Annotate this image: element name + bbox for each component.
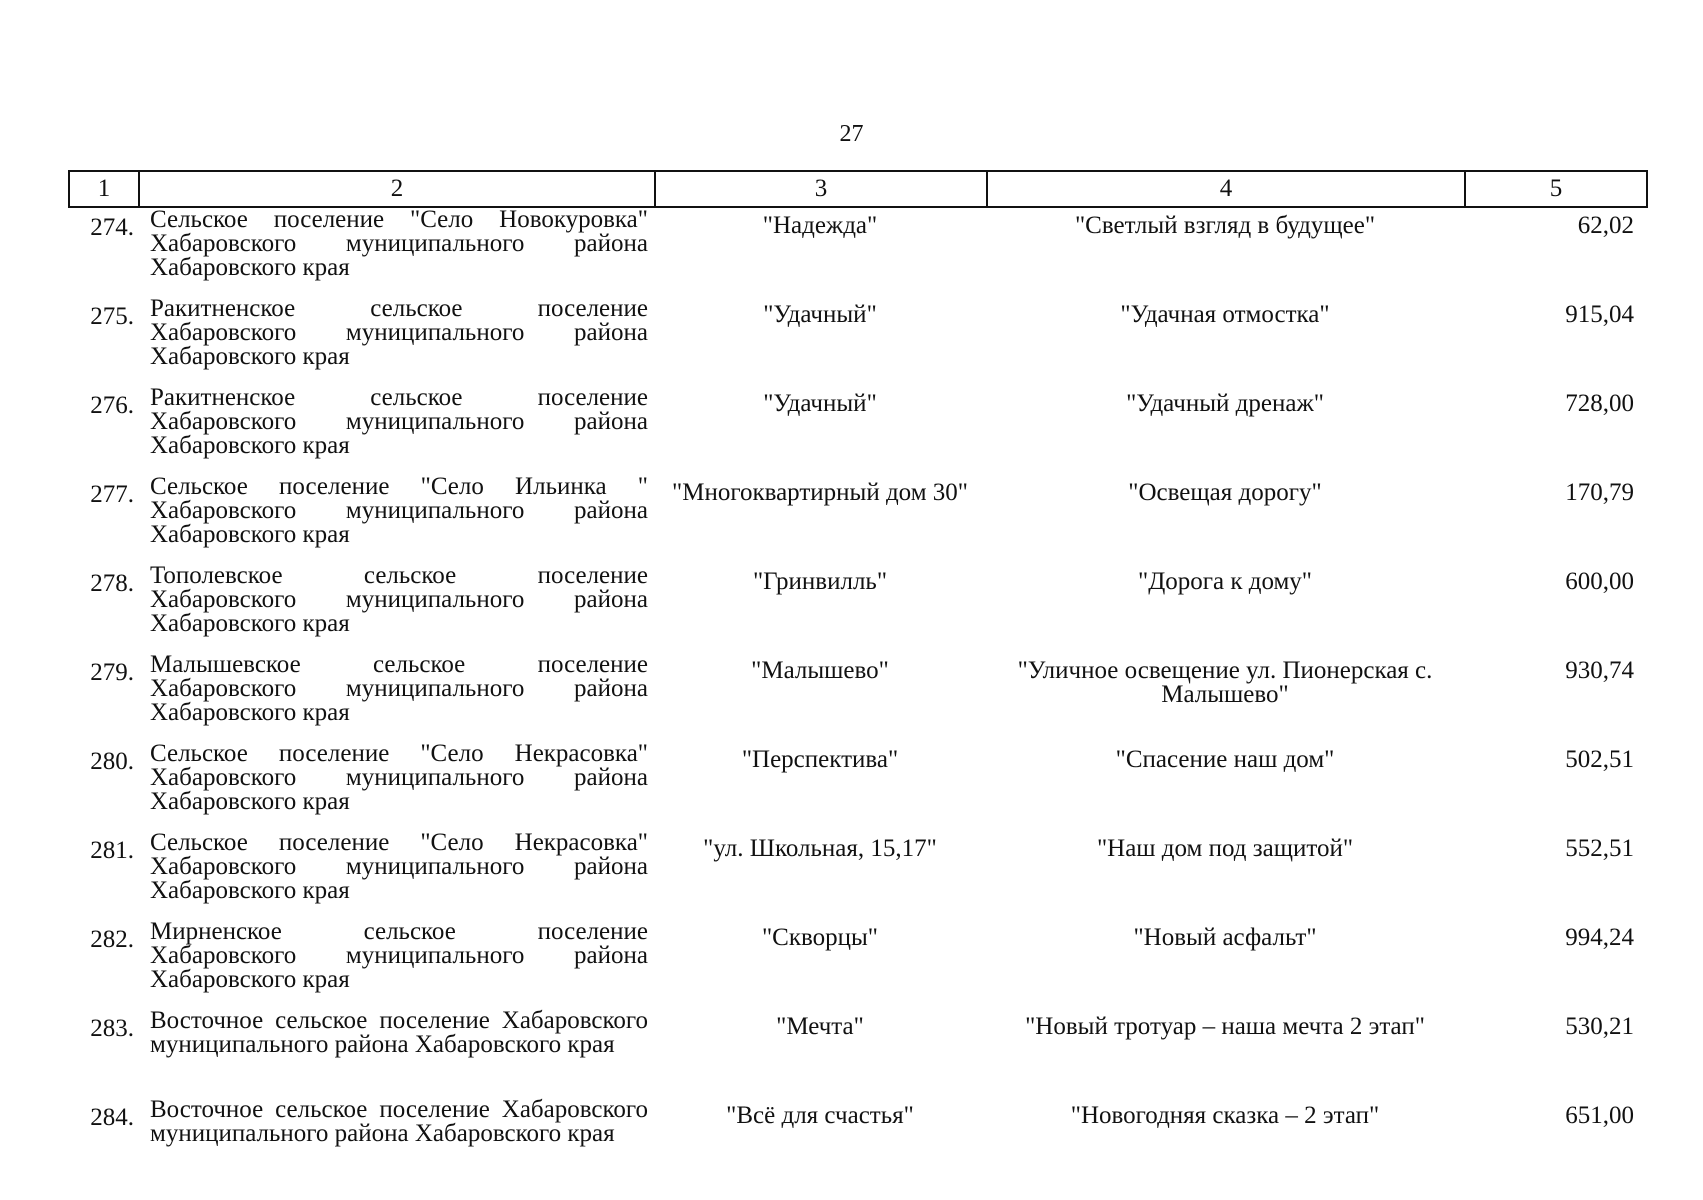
project-name: "Новый тротуар – наша мечта 2 этап" bbox=[1025, 1013, 1425, 1040]
amount: 502,51 bbox=[1565, 746, 1634, 773]
amount: 530,21 bbox=[1565, 1013, 1634, 1040]
amount: 62,02 bbox=[1577, 212, 1634, 239]
amount: 651,00 bbox=[1565, 1102, 1634, 1129]
row-number: 274. bbox=[90, 214, 134, 241]
amount: 915,04 bbox=[1565, 301, 1634, 328]
table-row bbox=[68, 1098, 1646, 1187]
amount: 600,00 bbox=[1565, 568, 1634, 595]
table-header bbox=[68, 170, 1648, 208]
project-name: "Наш дом под защитой" bbox=[1096, 835, 1354, 862]
header-col-4: 4 bbox=[987, 171, 1465, 207]
table-row bbox=[68, 920, 1646, 1009]
settlement-name: Сельское поселение "Село Новокуровка" Хабаровского муниципального района Хабаровского края bbox=[150, 206, 648, 281]
project-name: "Освещая дорогу" bbox=[1128, 479, 1322, 506]
amount: 552,51 bbox=[1565, 835, 1634, 862]
amount: 170,79 bbox=[1565, 479, 1634, 506]
settlement-name: Восточное сельское поселение Хабаровского муниципального района Хабаровского края bbox=[150, 1007, 648, 1058]
table-row bbox=[68, 831, 1646, 920]
row-number: 275. bbox=[90, 303, 134, 330]
header-col-3: 3 bbox=[655, 171, 987, 207]
project-name: "Новый асфальт" bbox=[1133, 924, 1317, 951]
header-col-1: 1 bbox=[69, 171, 139, 207]
project-name: "Спасение наш дом" bbox=[1115, 746, 1335, 773]
header-col-5: 5 bbox=[1465, 171, 1647, 207]
initiator-group: "Многоквартирный дом 30" bbox=[672, 479, 968, 506]
initiator-group: "Удачный" bbox=[763, 390, 877, 417]
project-name: "Новогодняя сказка – 2 этап" bbox=[1070, 1102, 1380, 1129]
page-number: 27 bbox=[839, 121, 864, 147]
row-number: 280. bbox=[90, 748, 134, 775]
table-row bbox=[68, 386, 1646, 475]
initiator-group: "ул. Школьная, 15,17" bbox=[703, 835, 937, 862]
settlement-name: Сельское поселение "Село Некрасовка" Хабаровского муниципального района Хабаровского края bbox=[150, 740, 648, 815]
project-name: "Светлый взгляд в будущее" bbox=[1074, 212, 1376, 239]
row-number: 283. bbox=[90, 1015, 134, 1042]
settlement-name: Сельское поселение "Село Некрасовка" Хабаровского муниципального района Хабаровского края bbox=[150, 829, 648, 904]
initiator-group: "Мечта" bbox=[776, 1013, 864, 1040]
initiator-group: "Скворцы" bbox=[761, 924, 879, 951]
amount: 930,74 bbox=[1565, 657, 1634, 684]
row-number: 284. bbox=[90, 1104, 134, 1131]
table-row bbox=[68, 653, 1646, 742]
settlement-name: Тополевское сельское поселение Хабаровского муниципального района Хабаровского края bbox=[150, 562, 648, 637]
header-col-2: 2 bbox=[139, 171, 655, 207]
header-row bbox=[69, 171, 1647, 207]
initiator-group: "Гринвилль" bbox=[752, 568, 888, 595]
project-name: "Дорога к дому" bbox=[1137, 568, 1313, 595]
settlement-name: Сельское поселение "Село Ильинка " Хабаровского муниципального района Хабаровского края bbox=[150, 473, 648, 548]
data-table bbox=[68, 208, 1646, 1187]
settlement-name: Ракитненское сельское поселение Хабаровского муниципального района Хабаровского края bbox=[150, 384, 648, 459]
row-number: 281. bbox=[90, 837, 134, 864]
table-row bbox=[68, 297, 1646, 386]
project-name: "Уличное освещение ул. Пионерская с. Малышево" bbox=[1017, 657, 1433, 708]
project-name: "Удачный дренаж" bbox=[1126, 390, 1324, 417]
settlement-name: Малышевское сельское поселение Хабаровского муниципального района Хабаровского края bbox=[150, 651, 648, 726]
row-number: 282. bbox=[90, 926, 134, 953]
initiator-group: "Перспектива" bbox=[741, 746, 899, 773]
row-number: 276. bbox=[90, 392, 134, 419]
initiator-group: "Надежда" bbox=[762, 212, 878, 239]
project-name: "Удачная отмостка" bbox=[1120, 301, 1330, 328]
row-number: 277. bbox=[90, 481, 134, 508]
amount: 994,24 bbox=[1565, 924, 1634, 951]
settlement-name: Ракитненское сельское поселение Хабаровского муниципального района Хабаровского края bbox=[150, 295, 648, 370]
initiator-group: "Всё для счастья" bbox=[726, 1102, 914, 1129]
table-row bbox=[68, 564, 1646, 653]
table-row bbox=[68, 208, 1646, 297]
settlement-name: Восточное сельское поселение Хабаровского муниципального района Хабаровского края bbox=[150, 1096, 648, 1147]
table-row bbox=[68, 475, 1646, 564]
row-number: 278. bbox=[90, 570, 134, 597]
initiator-group: "Малышево" bbox=[751, 657, 889, 684]
settlement-name: Мирненское сельское поселение Хабаровского муниципального района Хабаровского края bbox=[150, 918, 648, 993]
table-row bbox=[68, 1009, 1646, 1098]
row-number: 279. bbox=[90, 659, 134, 686]
initiator-group: "Удачный" bbox=[763, 301, 877, 328]
table-row bbox=[68, 742, 1646, 831]
amount: 728,00 bbox=[1565, 390, 1634, 417]
